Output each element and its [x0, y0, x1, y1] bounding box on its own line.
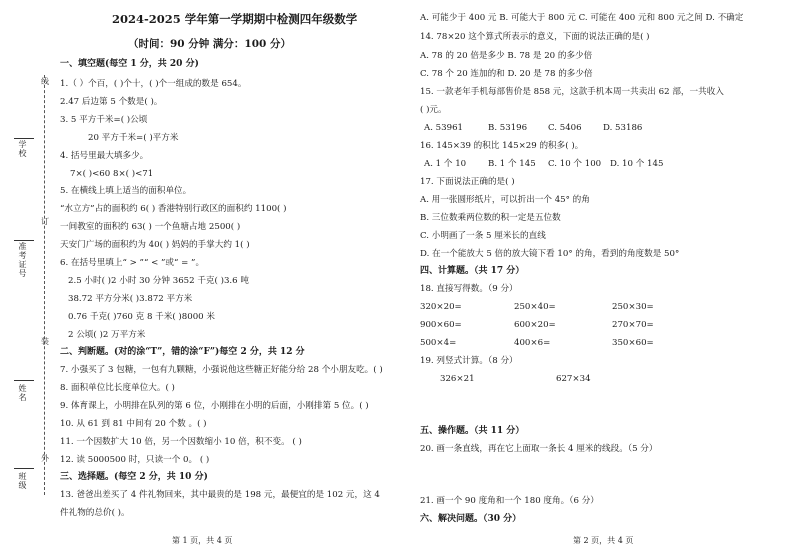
q15-option-c: C. 5406	[548, 123, 582, 133]
question-1: 1.（ ）个百，( )个十，( )个一组成的数是 654。	[60, 79, 247, 89]
class-label: 准考证号	[18, 242, 27, 278]
section-choice-title: 三、选择题。(每空 2 分，共 10 分)	[60, 472, 208, 482]
question-9: 9. 体育课上，小明排在队列的第 6 位，小刚排在小明的后面，小刚排第 5 位。( )	[60, 401, 369, 411]
question-6: 6. 在括号里填上“ > ”“ < ”或“ = ”。	[60, 258, 205, 268]
binding-mark: 外	[41, 454, 49, 463]
calc-item: 400×6=	[514, 338, 551, 348]
page-footer-left: 第 1 页，共 4 页	[172, 536, 233, 545]
question-6-row-3: 0.76 千克( )760 克 8 千米( )8000 米	[68, 312, 215, 322]
field-underline	[14, 240, 34, 241]
field-underline	[14, 138, 34, 139]
school-label: 学校	[18, 140, 27, 158]
q17-option-c: C. 小明画了一条 5 厘米长的直线	[420, 231, 546, 241]
question-6-row-4: 2 公顷( )2 万平方米	[68, 330, 146, 340]
page-footer-right: 第 2 页，共 4 页	[573, 536, 634, 545]
question-21: 21. 画一个 90 度角和一个 180 度角。（6 分）	[420, 496, 599, 506]
calc-item: 250×40=	[514, 302, 556, 312]
q17-option-d: D. 在一个能放大 5 倍的放大镜下看 10° 的角，看到的角度数是 50°	[420, 249, 680, 259]
q17-option-a: A. 用一张圆形纸片，可以折出一个 45° 的角	[420, 195, 590, 205]
question-14: 14. 78×20 这个算式所表示的意义，下面的说法正确的是( )	[420, 32, 650, 42]
field-underline	[14, 468, 34, 469]
question-5-row-2: 一间教室的面积约 63( ) 一个鱼塘占地 2500( )	[60, 222, 241, 232]
calc-item: 320×20=	[420, 302, 462, 312]
q15-option-b: B. 53196	[488, 123, 528, 133]
question-10: 10. 从 61 到 81 中间有 20 个数 。( )	[60, 419, 207, 429]
section-judge-title: 二、判断题。(对的涂“T”，错的涂“F”)每空 2 分，共 12 分	[60, 347, 305, 357]
calc-item: 250×30=	[612, 302, 654, 312]
q16-option-b: B. 1 个 145	[488, 159, 536, 169]
binding-mark: 装	[41, 337, 49, 346]
q16-option-a: A. 1 个 10	[424, 159, 467, 169]
question-13: 13. 爸爸出差买了 4 件礼物回来，其中最贵的是 198 元，最便宜的是 102 元，这 4	[60, 490, 380, 500]
q16-option-d: D. 10 个 145	[610, 159, 664, 169]
question-4-items: 7×( )<60 8×( )<71	[70, 169, 154, 179]
question-12: 12. 读 5000500 时，只读一个 0。 ( )	[60, 455, 210, 465]
q15-option-a: A. 53961	[424, 123, 464, 133]
question-3: 3. 5 平方千米=( )公顷	[60, 115, 148, 125]
calc-item: 900×60=	[420, 320, 462, 330]
class-label: 班级	[18, 472, 27, 490]
binding-dashed-line	[44, 75, 45, 495]
binding-mark: 订	[41, 217, 49, 226]
vertical-calc-item: 326×21	[440, 374, 475, 384]
q17-option-b: B. 三位数乘两位数的积一定是五位数	[420, 213, 561, 223]
question-20: 20. 画一条直线，再在它上面取一条长 4 厘米的线段。（5 分）	[420, 444, 658, 454]
exam-subtitle: （时间：90 分钟 满分：100 分）	[128, 38, 291, 50]
question-3-part-2: 20 平方千米=( )平方米	[88, 133, 179, 143]
question-15: 15. 一款老年手机每部售价是 858 元，这款手机本周一共卖出 62 部，一共收入	[420, 87, 724, 97]
calc-item: 500×4=	[420, 338, 457, 348]
q15-option-d: D. 53186	[603, 123, 643, 133]
question-5: 5. 在横线上填上适当的面积单位。	[60, 186, 192, 196]
question-13-options: A. 可能少于 400 元 B. 可能大于 800 元 C. 可能在 400 元和 800 元之间 D. 不确定	[420, 13, 744, 23]
calc-item: 600×20=	[514, 320, 556, 330]
question-17: 17. 下面说法正确的是( )	[420, 177, 515, 187]
question-7: 7. 小强买了 3 包糖，一包有九颗糖，小强说他这些糖正好能分给 28 个小朋友吃。( )	[60, 365, 383, 375]
vertical-calc-item: 627×34	[556, 374, 591, 384]
question-8: 8. 面积单位比长度单位大。( )	[60, 383, 175, 393]
question-4: 4. 括号里最大填多少。	[60, 151, 149, 161]
section-fill-title: 一、填空题(每空 1 分，共 20 分)	[60, 59, 199, 69]
question-14-options-cd: C. 78 个 20 连加的和 D. 20 是 78 的多少倍	[420, 69, 593, 79]
question-5-row-1: “水立方”占的面积约 6( ) 香港特别行政区的面积约 1100( )	[60, 204, 287, 214]
calc-item: 270×70=	[612, 320, 654, 330]
question-15-cont: ( )元。	[420, 105, 447, 115]
question-6-row-1: 2.5 小时( )2 小时 30 分钟 3652 千克( )3.6 吨	[68, 276, 249, 286]
question-13-cont: 件礼物的总价( )。	[60, 508, 130, 518]
question-5-row-3: 天安门广场的面积约为 40( ) 妈妈的手掌大约 1( )	[60, 240, 250, 250]
name-label: 姓名	[18, 384, 27, 402]
section-operate-title: 五、操作题。（共 11 分）	[420, 426, 525, 436]
calc-item: 350×60=	[612, 338, 654, 348]
field-underline	[14, 380, 34, 381]
q16-option-c: C. 10 个 100	[548, 159, 602, 169]
question-6-row-2: 38.72 平方分米( )3.872 平方米	[68, 294, 193, 304]
question-16: 16. 145×39 的积比 145×29 的积多( )。	[420, 141, 584, 151]
page-title: 2024-2025 学年第一学期期中检测四年级数学	[112, 12, 358, 26]
section-calc-title: 四、计算题。（共 17 分）	[420, 266, 525, 276]
question-18: 18. 直接写得数。（9 分）	[420, 284, 518, 294]
question-11: 11. 一个因数扩大 10 倍，另一个因数缩小 10 倍，积不变。 ( )	[60, 437, 302, 447]
binding-mark: 线	[41, 77, 49, 86]
section-solve-title: 六、解决问题。（30 分）	[420, 514, 522, 524]
question-14-options-ab: A. 78 的 20 倍是多少 B. 78 是 20 的多少倍	[420, 51, 593, 61]
question-19: 19. 列竖式计算。（8 分）	[420, 356, 518, 366]
question-2: 2.47 后边第 5 个数是( )。	[60, 97, 163, 107]
